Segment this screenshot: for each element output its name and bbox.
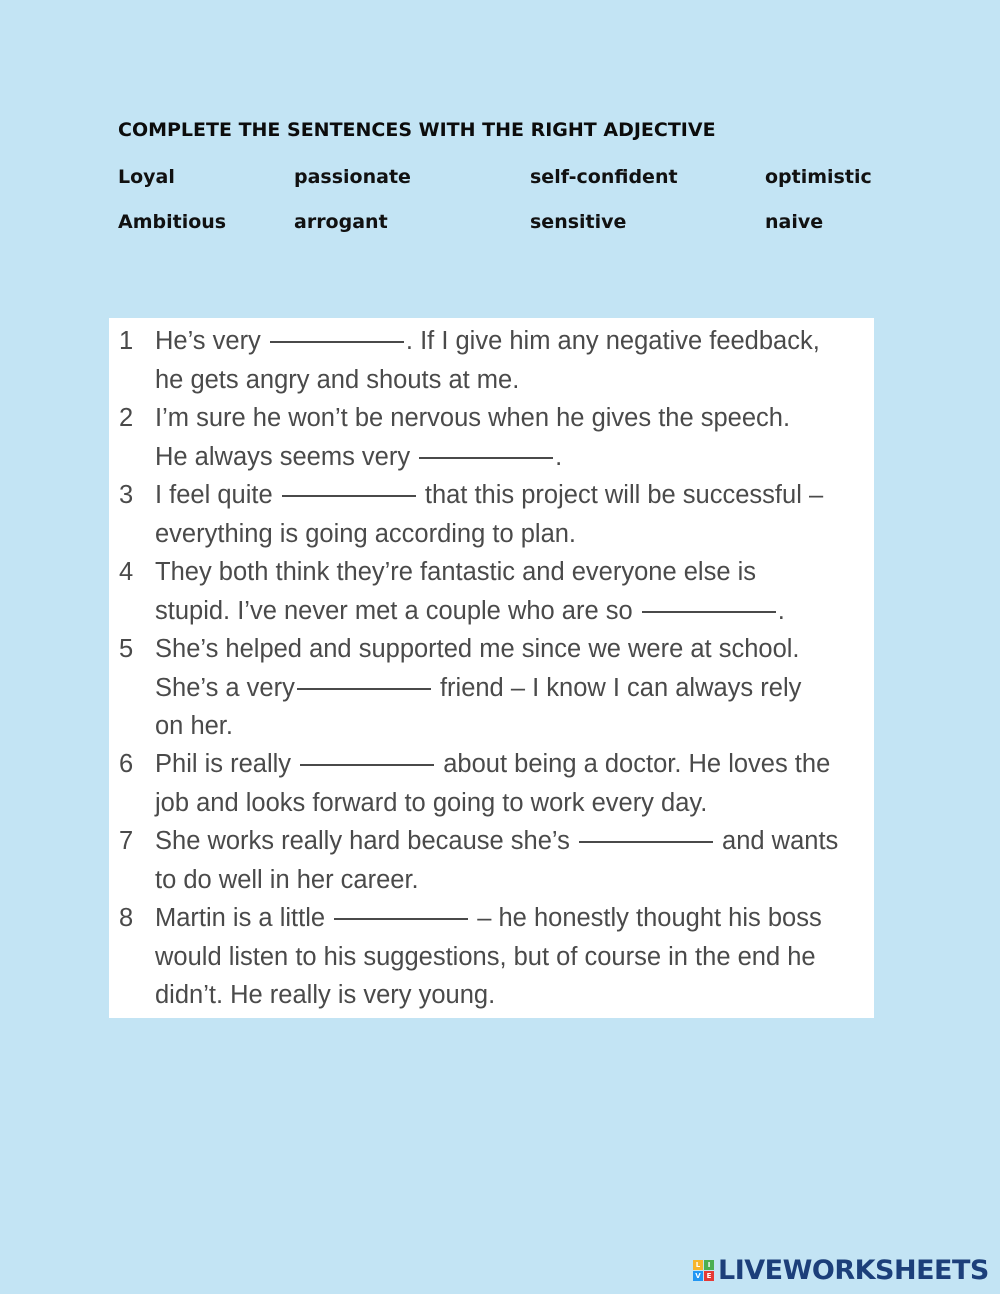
answer-blank[interactable] [297, 688, 431, 690]
sentence-text: He’s very [155, 327, 261, 355]
sentence-text: I feel quite [155, 481, 273, 509]
word-bank-item: passionate [294, 166, 411, 188]
page-title: COMPLETE THE SENTENCES WITH THE RIGHT ADJECTIVE [118, 119, 716, 141]
item-number: 6 [119, 750, 134, 778]
item-number: 7 [119, 827, 134, 855]
sentence-text: friend – I know I can always rely [439, 673, 802, 702]
logo-mark-icon [693, 1260, 714, 1281]
sentence-text: didn’t. He really is very young. [155, 981, 496, 1009]
sentence-text: She’s a very [155, 673, 295, 702]
item-number: 1 [119, 327, 134, 355]
sentence-text: job and looks forward to going to work every day. [155, 788, 708, 817]
word-bank-item: self-confident [530, 166, 678, 188]
sentence-text: . If I give him any negative feedback, [405, 327, 820, 355]
sentence-text: would listen to his suggestions, but of course in the end he [155, 942, 816, 971]
item-number: 8 [119, 904, 134, 932]
word-bank-item: sensitive [530, 211, 627, 233]
item-number: 4 [119, 558, 134, 586]
item-number: 5 [119, 635, 134, 663]
sentence-text: Martin is a little [155, 904, 326, 932]
word-bank-item: naive [765, 211, 824, 233]
sentence-text: to do well in her career. [155, 865, 419, 894]
item-number: 2 [119, 404, 134, 432]
exercise-panel [109, 318, 874, 1018]
word-bank-item: Loyal [118, 166, 175, 188]
sentence-text: She’s helped and supported me since we were at school. [155, 635, 800, 663]
answer-blank[interactable] [282, 495, 416, 497]
sentence-text: They both think they’re fantastic and everyone else is [155, 558, 757, 586]
sentence-text: . [555, 442, 563, 471]
word-bank-item: Ambitious [118, 211, 227, 233]
answer-blank[interactable] [270, 341, 404, 343]
logo-text: LIVEWORKSHEETS [718, 1254, 989, 1286]
word-bank-item: arrogant [294, 211, 388, 233]
word-bank-item: optimistic [765, 166, 872, 188]
sentence-text: about being a doctor. He loves the [443, 750, 831, 778]
sentence-text: everything is going according to plan. [155, 519, 577, 548]
item-number: 3 [119, 481, 134, 509]
sentence-text: She works really hard because she’s [155, 827, 570, 855]
sentence-text: on her. [155, 712, 233, 740]
sentence-text: stupid. I’ve never met a couple who are so [155, 596, 633, 625]
answer-blank[interactable] [334, 918, 468, 920]
logo-mark-letter: L [693, 1260, 703, 1270]
sentence-text: He always seems very [155, 442, 411, 471]
answer-blank[interactable] [642, 611, 776, 613]
liveworksheets-logo [693, 1254, 989, 1286]
sentence-text: and wants [722, 827, 839, 855]
sentence-text: I’m sure he won’t be nervous when he gives the speech. [155, 404, 791, 432]
answer-blank[interactable] [419, 457, 553, 459]
logo-mark-letter: E [704, 1271, 714, 1281]
answer-blank[interactable] [300, 764, 434, 766]
sentence-text: – he honestly thought his boss [477, 904, 822, 932]
sentence-text: . [777, 596, 785, 625]
logo-mark-letter: V [693, 1271, 703, 1281]
logo-mark-letter: I [704, 1260, 714, 1270]
sentence-text: Phil is really [155, 750, 292, 778]
sentence-text: that this project will be successful – [424, 481, 824, 509]
answer-blank[interactable] [579, 841, 713, 843]
sentence-text: he gets angry and shouts at me. [155, 365, 520, 394]
